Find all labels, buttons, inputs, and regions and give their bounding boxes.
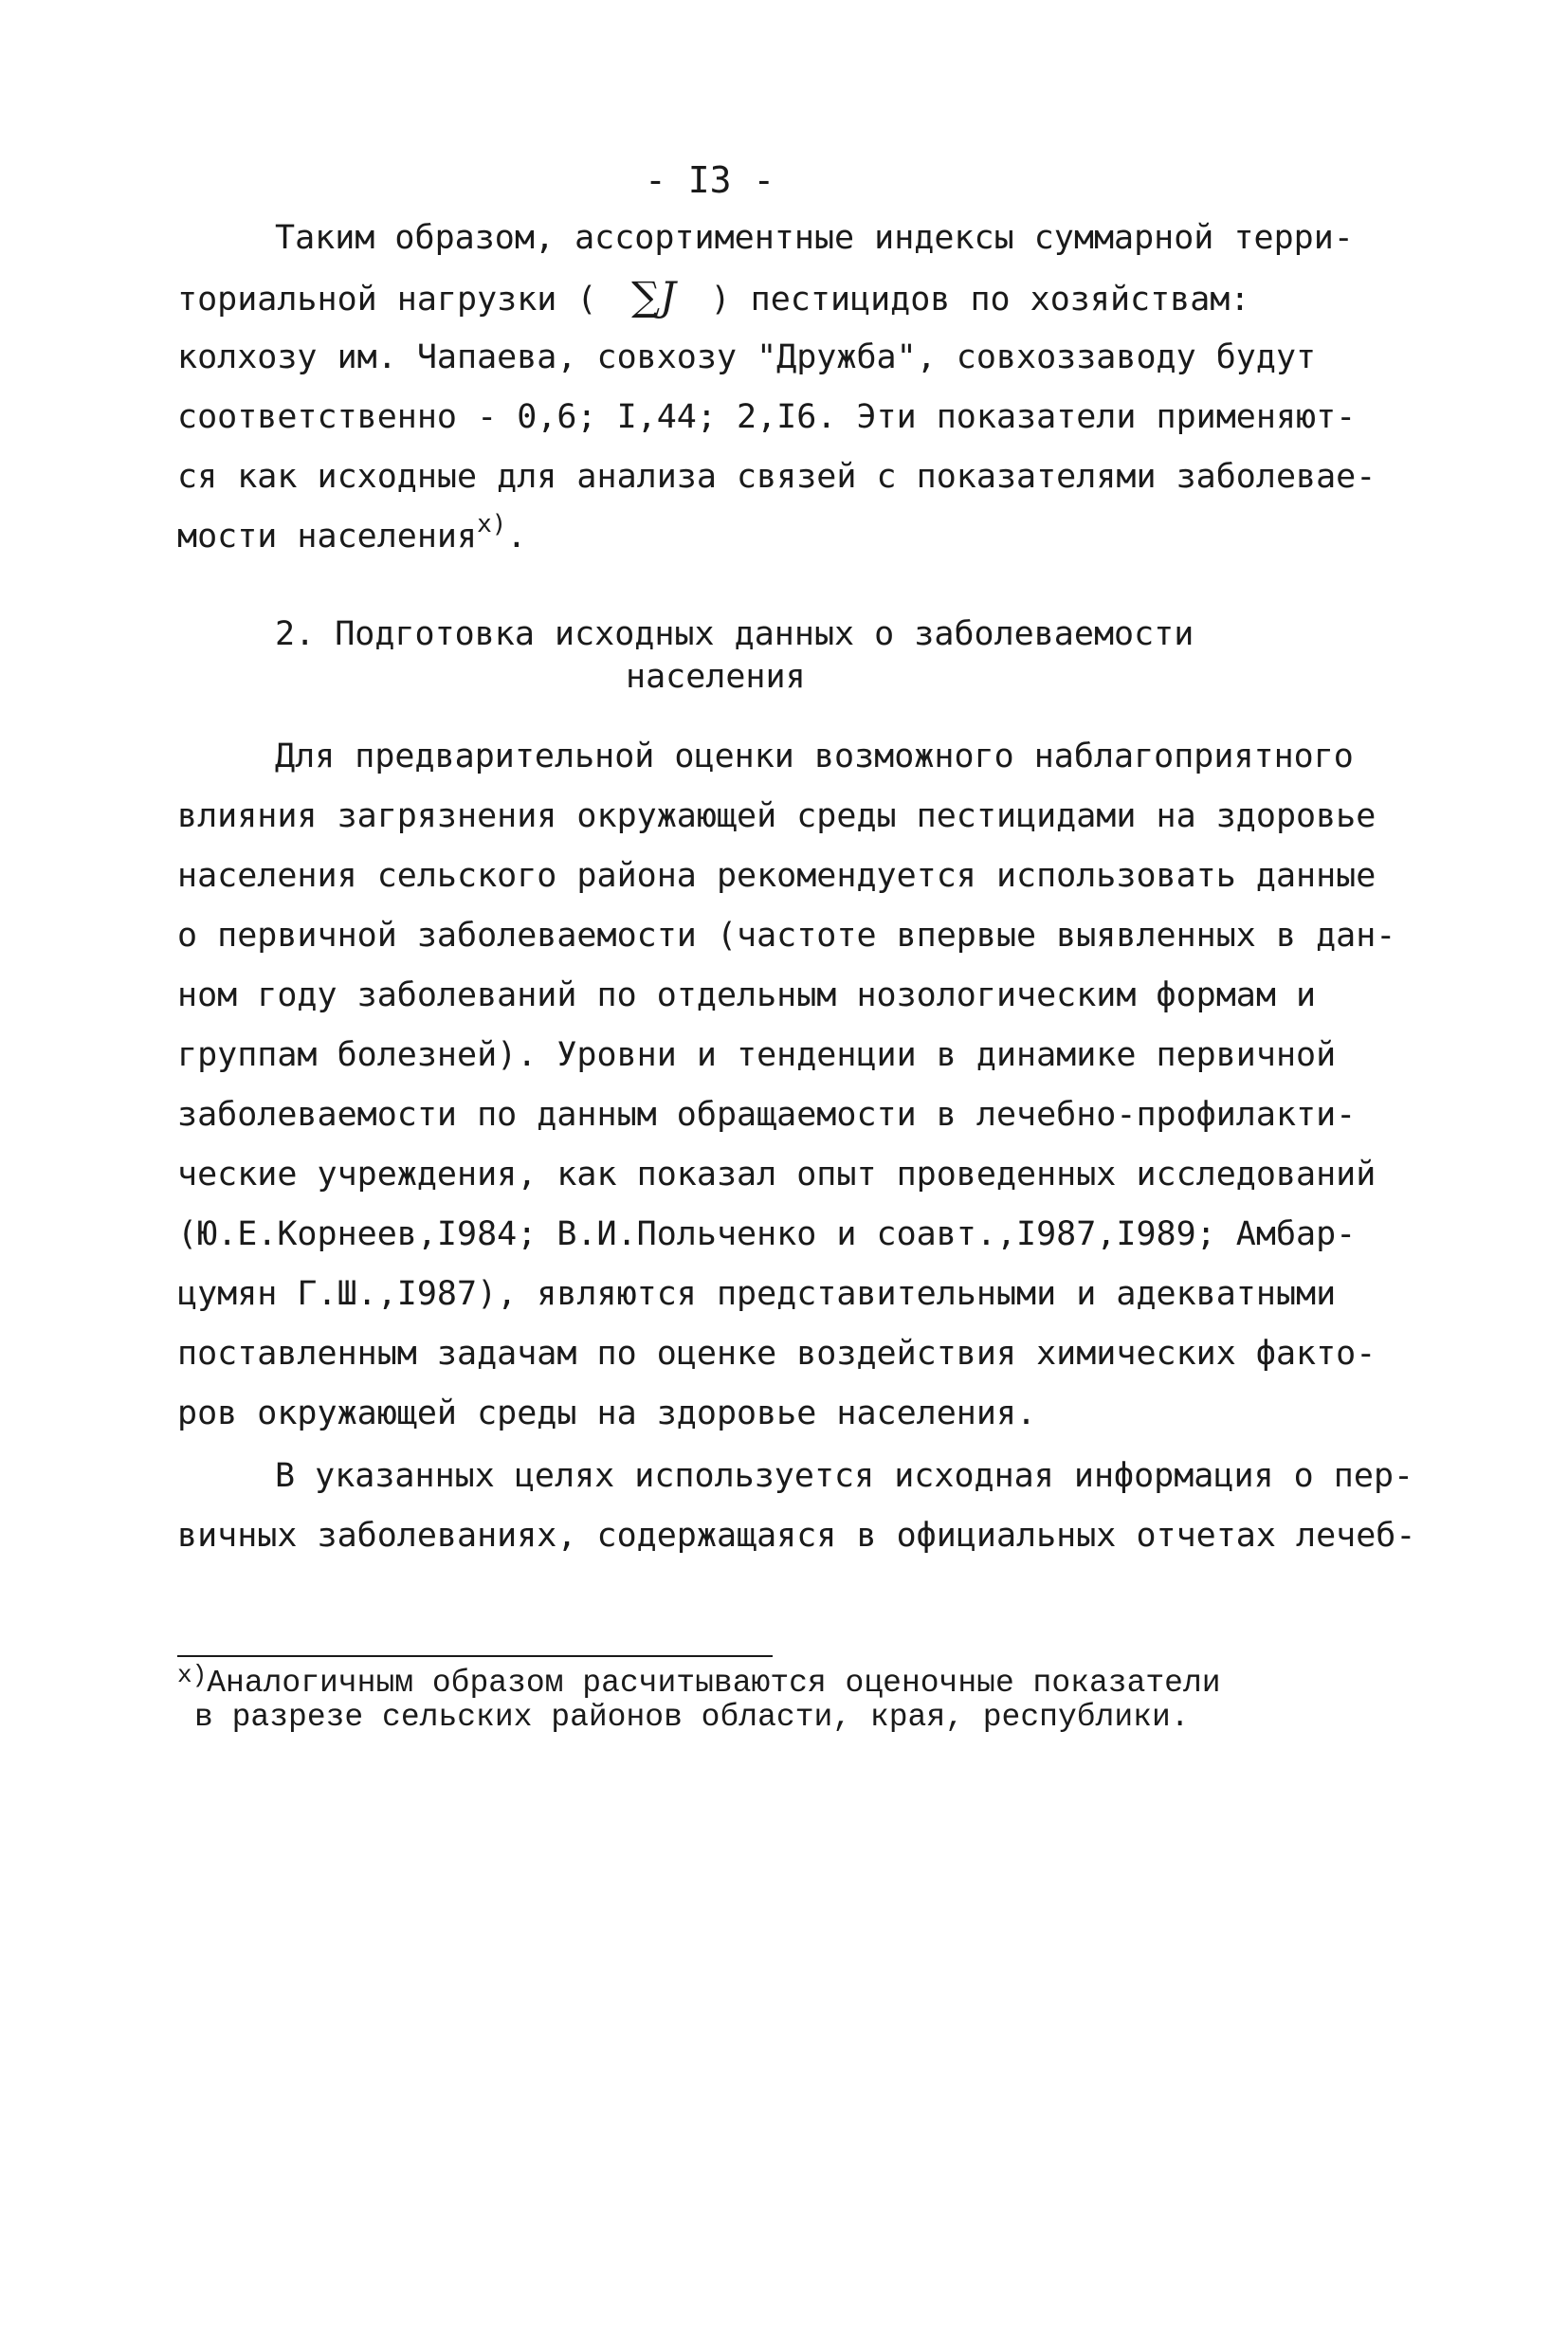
page-number: - I3 -: [645, 159, 775, 201]
footnote-mark: x): [177, 1661, 208, 1689]
text-line: вичных заболеваниях, содержащаяся в официальных отчетах лечеб-: [177, 1517, 1416, 1555]
text-line: (Ю.Е.Корнеев,I984; В.И.Польченко и соавт.,I987,I989; Амбар-: [177, 1215, 1357, 1253]
text-line: [177, 510, 527, 560]
text-line: группам болезней). Уровни и тенденции в динамике первичной: [177, 1036, 1337, 1074]
text-line: Для предварительной оценки возможного наблагоприятного: [275, 738, 1354, 775]
heading-line: населения: [626, 658, 806, 696]
text-line: населения сельского района рекомендуется использовать данные: [177, 857, 1377, 895]
text-line: поставленным задачам по оценке воздействия химических факто-: [177, 1335, 1377, 1373]
text-line: колхозу им. Чапаева, совхозу "Дружба", совхоззаводу будут: [177, 338, 1317, 376]
text-fragment: ториальной нагрузки (: [177, 281, 597, 319]
text-line: ся как исходные для анализа связей с показателями заболевае-: [177, 458, 1377, 496]
text-line: ческие учреждения, как показал опыт проведенных исследований: [177, 1156, 1377, 1194]
heading-line: 2. Подготовка исходных данных о заболеваемости: [275, 615, 1194, 653]
text-fragment: ) пестицидов по хозяйствам:: [710, 281, 1250, 319]
sum-formula-symbol: ∑J: [631, 273, 676, 319]
text-line: ном году заболеваний по отдельным нозологическим формам и: [177, 976, 1317, 1014]
text-line: влияния загрязнения окружающей среды пестицидами на здоровье: [177, 797, 1377, 835]
footnote-line: в разрезе сельских районов области, края, республики.: [194, 1700, 1190, 1735]
text-line: Таким образом, ассортиментные индексы суммарной терри-: [275, 219, 1354, 257]
text-line: [177, 273, 1250, 320]
footnote-text: Аналогичным образом расчитываются оценочные показатели: [207, 1666, 1221, 1701]
text-line: В указанных целях используется исходная информация о пер-: [275, 1457, 1414, 1495]
footnote-divider: [177, 1655, 773, 1657]
text-line: заболеваемости по данным обращаемости в лечебно-профилакти-: [177, 1096, 1357, 1134]
footnote-reference: x): [477, 510, 507, 538]
text-fragment: .: [506, 518, 527, 556]
text-line: о первичной заболеваемости (частоте впервые выявленных в дан-: [177, 917, 1396, 955]
text-line: ров окружающей среды на здоровье населения.: [177, 1394, 1037, 1432]
text-line: соответственно - 0,6; I,44; 2,I6. Эти показатели применяют-: [177, 398, 1357, 436]
text-line: цумян Г.Ш.,I987), являются представительными и адекватными: [177, 1275, 1337, 1313]
text-fragment: мости населения: [177, 518, 478, 556]
footnote-line: [177, 1661, 1221, 1702]
